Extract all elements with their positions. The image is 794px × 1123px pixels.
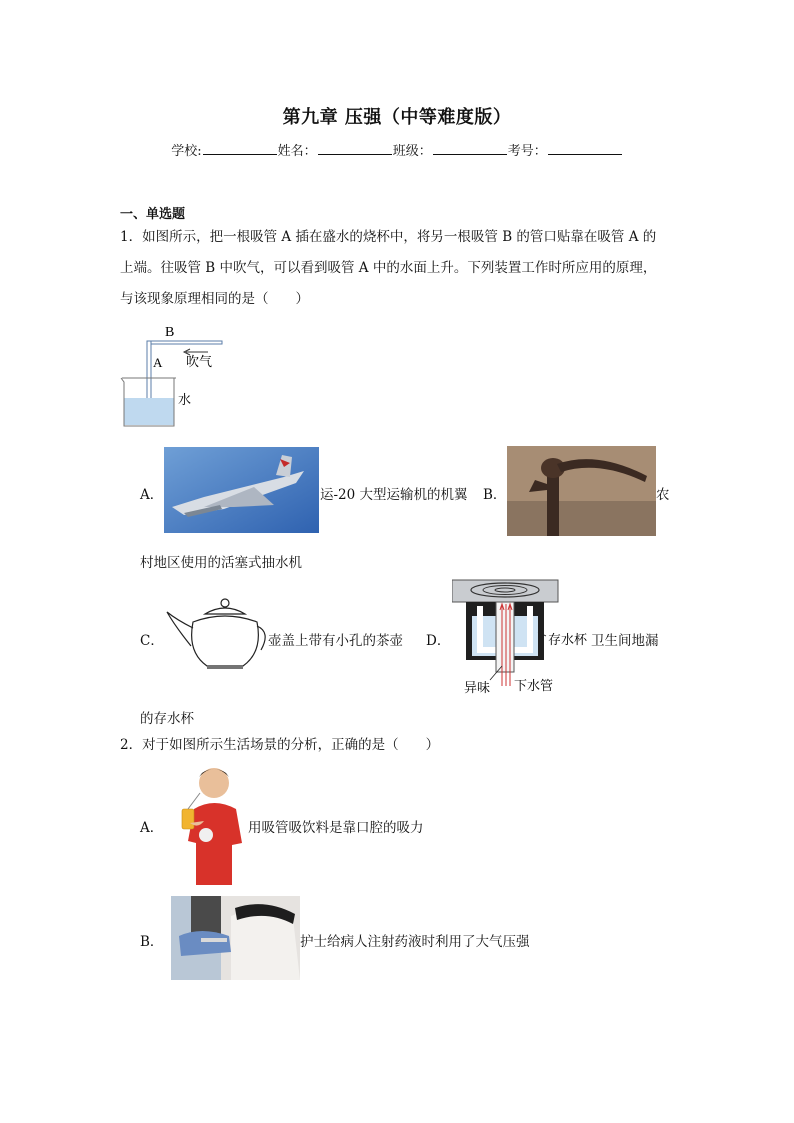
straw-beaker-diagram: [118, 320, 228, 432]
label-b: B: [165, 325, 175, 340]
teapot-image: [163, 592, 269, 676]
school-label: 学校:: [171, 144, 202, 159]
exam-no-blank[interactable]: [548, 142, 622, 155]
page-title: 第九章 压强（中等难度版）: [282, 107, 512, 128]
label-water: 水: [178, 393, 192, 408]
question-1-line-2: 上端。往吸管 B 中吹气，可以看到吸管 A 中的水面上升。下列装置工作时所应用的原理，: [120, 260, 657, 276]
question-2-line-1: 2．对于如图所示生活场景的分析，正确的是（ ）: [120, 737, 440, 753]
label-water-cup: 存水杯: [548, 633, 588, 648]
floor-drain-diagram: [452, 576, 590, 700]
question-1-line-3: 与该现象原理相同的是（ ）: [120, 291, 309, 307]
q2-option-b-text: 护士给病人注射药液时利用了大气压强: [300, 934, 530, 950]
q2-option-b-letter: B．: [140, 934, 164, 950]
nurse-glove-icon: [179, 931, 231, 956]
label-drain-pipe: 下水管: [514, 679, 554, 694]
label-a: A: [153, 355, 163, 370]
option-d-letter: D．: [426, 633, 451, 649]
label-odor: 异味: [464, 681, 491, 696]
juice-cup-icon: [182, 809, 194, 829]
boy-drinking-image: [176, 763, 248, 885]
option-c-letter: C．: [140, 633, 164, 649]
school-blank[interactable]: [203, 142, 277, 155]
option-a-text: 运-20 大型运输机的机翼: [320, 487, 468, 503]
section-title: 一、单选题: [120, 207, 186, 222]
option-b-letter: B．: [483, 487, 507, 503]
transport-plane-image: [164, 447, 319, 533]
exam-no-label: 考号：: [507, 144, 547, 159]
option-c-text: 壶盖上带有小孔的茶壶: [268, 633, 403, 649]
option-a-letter: A．: [140, 487, 164, 503]
water-fill: [124, 398, 174, 425]
option-d-text-part-1: 卫生间地漏: [591, 633, 659, 649]
hand-pump-image: [507, 446, 656, 536]
question-1-line-1: 1．如图所示，把一根吸管 A 插在盛水的烧杯中，将另一根吸管 B 的管口贴靠在吸管 A 的: [120, 229, 657, 245]
class-label: 班级：: [392, 144, 432, 159]
name-blank[interactable]: [318, 142, 392, 155]
name-label: 姓名：: [277, 144, 317, 159]
option-d-text-part-2: 的存水杯: [140, 711, 194, 727]
class-blank[interactable]: [433, 142, 507, 155]
q2-option-a-text: 用吸管吸饮料是靠口腔的吸力: [248, 820, 424, 836]
option-b-text-part-2: 村地区使用的活塞式抽水机: [140, 555, 302, 571]
teapot-body-icon: [192, 616, 259, 666]
q2-option-a-letter: A．: [140, 820, 164, 836]
label-blow: 吹气: [186, 355, 213, 370]
student-info-line: [0, 140, 794, 159]
pump-body-icon: [547, 476, 559, 536]
nurse-injection-image: [171, 896, 300, 980]
option-b-text-part-1: 农: [656, 487, 670, 503]
